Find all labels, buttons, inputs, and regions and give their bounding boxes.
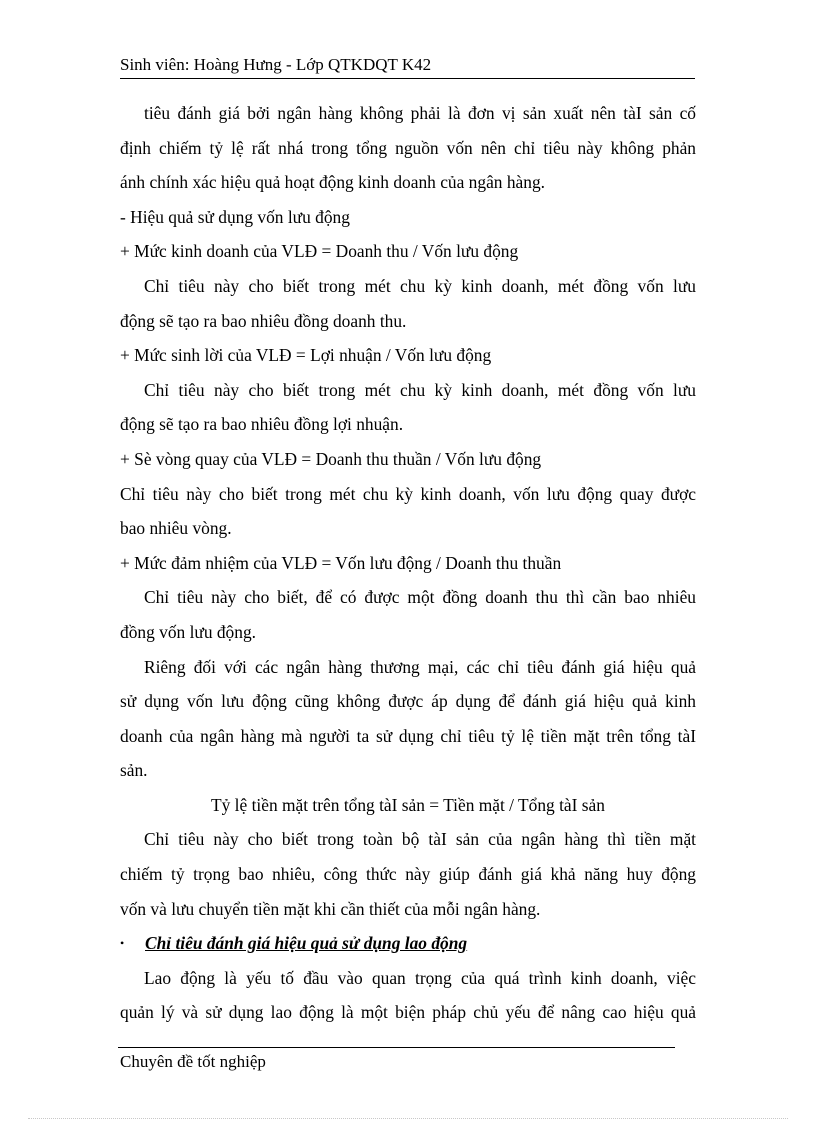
body-text [120, 96, 696, 1030]
paragraph-line: động sẽ tạo ra bao nhiêu đồng doanh thu. [120, 310, 407, 331]
paragraph-line: Chỉ tiêu này cho biết trong mét chu kỳ kinh doanh, vốn lưu động quay được [120, 483, 696, 504]
paragraph-line: Riêng đối với các ngân hàng thương mại, các chỉ tiêu đánh giá hiệu quả [144, 656, 696, 677]
paragraph-line: Chỉ tiêu này cho biết trong mét chu kỳ kinh doanh, mét đồng vốn lưu [144, 379, 696, 400]
paragraph-line: bao nhiêu vòng. [120, 518, 232, 539]
paragraph-line: động sẽ tạo ra bao nhiêu đồng lợi nhuận. [120, 414, 404, 435]
page-footer: Chuyên đề tốt nghiệp [120, 1052, 266, 1071]
formula-line: + Mức sinh lời của VLĐ = Lợi nhuận / Vốn lưu động [120, 345, 492, 366]
paragraph-line: Chỉ tiêu này cho biết trong toàn bộ tàI sản của ngân hàng thì tiền mặt [144, 829, 696, 850]
paragraph-line: sản. [120, 760, 148, 781]
paragraph-line: quản lý và sử dụng lao động là một biện pháp chủ yếu để nâng cao hiệu quả [120, 1002, 696, 1023]
paragraph-line: định chiếm tỷ lệ rất nhá trong tổng nguồn vốn nên chỉ tiêu này không phản [120, 137, 696, 158]
bullet-icon: • [120, 936, 125, 951]
paragraph-line: Chỉ tiêu này cho biết trong mét chu kỳ kinh doanh, mét đồng vốn lưu [144, 275, 696, 296]
paragraph-line: đồng vốn lưu động. [120, 621, 256, 642]
paragraph-line: Lao động là yếu tố đầu vào quan trọng của quá trình kinh doanh, việc [144, 967, 696, 988]
formula-line-centered: Tỷ lệ tiền mặt trên tổng tàI sản = Tiền mặt / Tổng tàI sản [211, 794, 605, 815]
paragraph-line: Chỉ tiêu này cho biết, để có được một đồng doanh thu thì cần bao nhiêu [144, 587, 696, 608]
paragraph-line: sử dụng vốn lưu động cũng không được áp dụng để đánh giá hiệu quả kinh [120, 691, 696, 712]
paragraph-line: ánh chính xác hiệu quả hoạt động kinh doanh của ngân hàng. [120, 172, 545, 193]
formula-line: + Mức đảm nhiệm của VLĐ = Vốn lưu động / Doanh thu thuần [120, 552, 562, 573]
page-bottom-edge [28, 1118, 788, 1119]
section-heading-line: - Hiệu quả sử dụng vốn lưu động [120, 206, 350, 227]
formula-line: + Mức kinh doanh của VLĐ = Doanh thu / Vốn lưu động [120, 241, 519, 262]
paragraph-line: vốn và lưu chuyển tiền mặt khi cần thiết của mỗi ngân hàng. [120, 898, 541, 919]
bullet-heading-text: Chỉ tiêu đánh giá hiệu quả sử dụng lao động [145, 933, 468, 954]
page-header: Sinh viên: Hoàng Hưng - Lớp QTKDQT K42 [120, 55, 695, 79]
paragraph-line: doanh của ngân hàng mà người ta sử dụng chỉ tiêu tỷ lệ tiền mặt trên tổng tàI [120, 725, 696, 746]
formula-line: + Sè vòng quay của VLĐ = Doanh thu thuần / Vốn lưu động [120, 448, 542, 469]
paragraph-line: tiêu đánh giá bởi ngân hàng không phải là đơn vị sản xuất nên tàI sản cố [144, 103, 696, 123]
footer-divider [118, 1047, 675, 1048]
paragraph-line: chiếm tỷ trọng bao nhiêu, công thức này giúp đánh giá khả năng huy động [120, 864, 696, 885]
bullet-heading [120, 926, 696, 961]
